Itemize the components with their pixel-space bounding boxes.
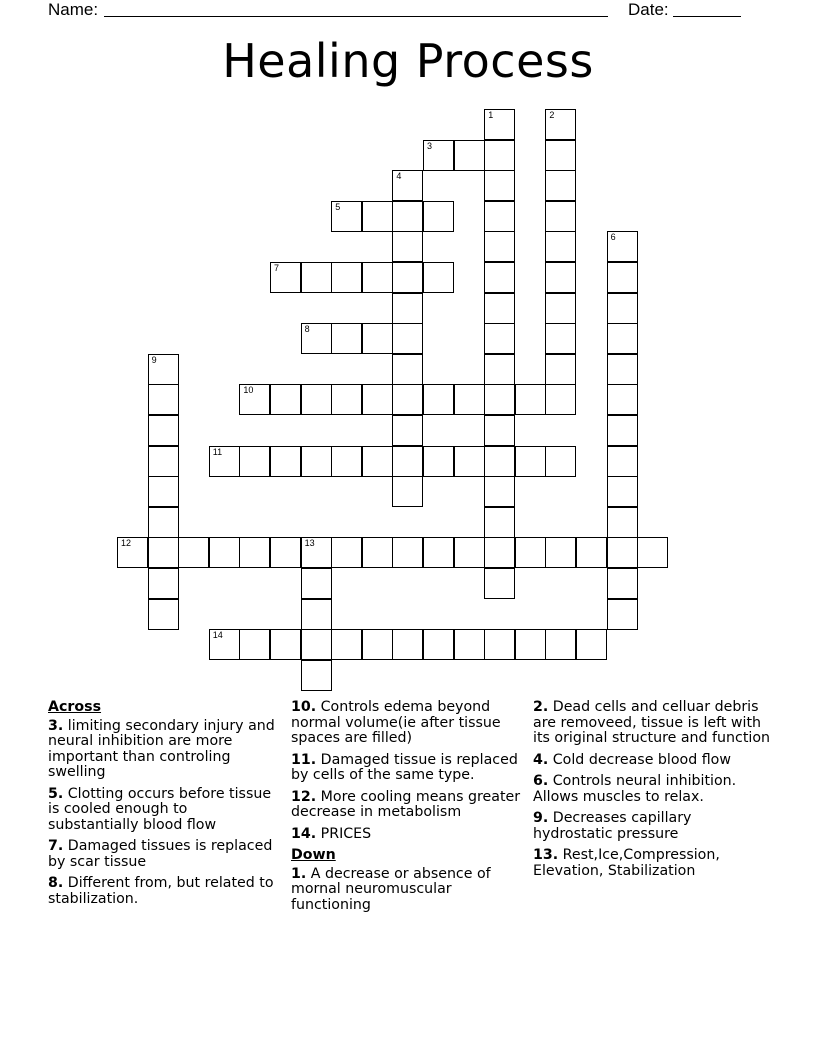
down-clue-13 [533, 848, 773, 879]
crossword-cell[interactable] [607, 568, 638, 599]
crossword-cell[interactable] [423, 384, 454, 415]
crossword-cell[interactable] [484, 140, 515, 171]
crossword-cell[interactable] [484, 109, 515, 140]
crossword-cell[interactable] [607, 323, 638, 354]
crossword-cell[interactable] [362, 446, 393, 477]
date-label: Date: [628, 0, 669, 19]
crossword-cell[interactable] [209, 537, 240, 568]
down-clue-6 [533, 774, 773, 805]
clue-text: Clotting occurs before tissue is cooled enough to substantially blood flow [48, 785, 272, 833]
clue-number: 5. [48, 785, 64, 802]
crossword-cell[interactable] [484, 262, 515, 293]
crossword-cell[interactable] [301, 568, 332, 599]
crossword-cell[interactable] [148, 415, 179, 446]
down-heading: Down [291, 847, 336, 863]
crossword-cell[interactable] [301, 537, 332, 568]
crossword-cell[interactable] [545, 629, 576, 660]
crossword-cell[interactable] [484, 476, 515, 507]
crossword-cell[interactable] [270, 537, 301, 568]
crossword-cell[interactable] [484, 354, 515, 385]
crossword-cell[interactable] [301, 660, 332, 691]
crossword-cell[interactable] [515, 537, 546, 568]
crossword-cell[interactable] [270, 384, 301, 415]
cell-number: 14 [212, 630, 223, 641]
crossword-cell[interactable] [484, 507, 515, 538]
clue-text: Controls neural inhibition. Allows muscles to relax. [533, 773, 737, 805]
clue-number: 3. [48, 717, 64, 734]
crossword-cell[interactable] [545, 231, 576, 262]
crossword-cell[interactable] [484, 170, 515, 201]
crossword-cell[interactable] [607, 599, 638, 630]
crossword-cell[interactable] [209, 446, 240, 477]
across-clue-14 [291, 827, 523, 843]
crossword-cell[interactable] [545, 446, 576, 477]
crossword-cell[interactable] [270, 446, 301, 477]
crossword-cell[interactable] [576, 629, 607, 660]
across-clue-5 [48, 787, 280, 834]
crossword-cell[interactable] [576, 537, 607, 568]
clue-text: Different from, but related to stabilization. [48, 875, 274, 907]
crossword-cell[interactable] [545, 354, 576, 385]
crossword-cell[interactable] [607, 476, 638, 507]
crossword-cell[interactable] [392, 231, 423, 262]
crossword-cell[interactable] [239, 629, 270, 660]
cell-number: 7 [274, 263, 280, 273]
crossword-cell[interactable] [239, 537, 270, 568]
clue-number: 11. [291, 751, 317, 768]
crossword-cell[interactable] [392, 323, 423, 354]
crossword-cell[interactable] [331, 629, 362, 660]
crossword-cell[interactable] [392, 415, 423, 446]
crossword-cell[interactable] [362, 262, 393, 293]
crossword-cell[interactable] [362, 537, 393, 568]
cell-number: 1 [488, 110, 494, 120]
crossword-cell[interactable] [484, 201, 515, 232]
crossword-cell[interactable] [484, 384, 515, 415]
crossword-cell[interactable] [148, 537, 179, 568]
crossword-cell[interactable] [545, 109, 576, 140]
crossword-cell[interactable] [423, 446, 454, 477]
clues-column-1 [48, 700, 280, 913]
crossword-cell[interactable] [454, 537, 485, 568]
crossword-cell[interactable] [545, 293, 576, 324]
cell-number: 12 [121, 538, 132, 549]
crossword-cell[interactable] [423, 537, 454, 568]
crossword-cell[interactable] [148, 446, 179, 477]
crossword-cell[interactable] [331, 201, 362, 232]
crossword-cell[interactable] [484, 629, 515, 660]
crossword-cell[interactable] [423, 201, 454, 232]
crossword-cell[interactable] [545, 262, 576, 293]
crossword-cell[interactable] [392, 293, 423, 324]
across-clue-7 [48, 839, 280, 870]
crossword-cell[interactable] [454, 140, 485, 171]
crossword-cell[interactable] [637, 537, 668, 568]
cell-number: 13 [304, 538, 315, 549]
across-clue-11 [291, 753, 523, 784]
crossword-cell[interactable] [178, 537, 209, 568]
crossword-cell[interactable] [392, 629, 423, 660]
crossword-cell[interactable] [392, 262, 423, 293]
crossword-cell[interactable] [607, 293, 638, 324]
crossword-cell[interactable] [301, 323, 332, 354]
crossword-cell[interactable] [331, 384, 362, 415]
crossword-cell[interactable] [454, 384, 485, 415]
cell-number: 6 [610, 232, 616, 243]
crossword-cell[interactable] [301, 262, 332, 293]
crossword-cell[interactable] [392, 537, 423, 568]
page-title: Healing Process [222, 34, 594, 88]
crossword-cell[interactable] [331, 446, 362, 477]
crossword-cell[interactable] [607, 446, 638, 477]
down-clue-9 [533, 811, 773, 842]
cell-number: 4 [396, 171, 402, 182]
crossword-cell[interactable] [607, 537, 638, 568]
clue-number: 1. [291, 865, 307, 882]
clue-text: Rest,Ice,Compression, Elevation, Stabilization [533, 847, 720, 879]
crossword-cell[interactable] [515, 446, 546, 477]
crossword-cell[interactable] [545, 201, 576, 232]
crossword-cell[interactable] [148, 568, 179, 599]
clue-number: 13. [533, 847, 559, 863]
crossword-cell[interactable] [423, 629, 454, 660]
crossword-cell[interactable] [545, 537, 576, 568]
crossword-cell[interactable] [117, 537, 148, 568]
across-clue-8 [48, 876, 280, 907]
crossword-cell[interactable] [484, 415, 515, 446]
crossword-cell[interactable] [209, 629, 240, 660]
crossword-cell[interactable] [484, 231, 515, 262]
clue-number: 2. [533, 699, 549, 715]
crossword-cell[interactable] [515, 384, 546, 415]
crossword-cell[interactable] [148, 507, 179, 538]
clue-text: PRICES [316, 825, 372, 842]
clue-number: 10. [291, 699, 317, 715]
cell-number: 3 [427, 140, 433, 151]
crossword-cell[interactable] [392, 170, 423, 201]
clue-text: Dead cells and celluar debris are removeed, tissue is left with its original structure and function [533, 699, 770, 746]
crossword-cell[interactable] [239, 446, 270, 477]
across-clue-3 [48, 719, 280, 781]
crossword-cell[interactable] [148, 476, 179, 507]
crossword-cell[interactable] [484, 568, 515, 599]
crossword-cell[interactable] [454, 446, 485, 477]
crossword-cell[interactable] [392, 384, 423, 415]
clue-number: 7. [48, 838, 64, 854]
crossword-cell[interactable] [362, 201, 393, 232]
crossword-cell[interactable] [331, 262, 362, 293]
crossword-cell[interactable] [331, 537, 362, 568]
crossword-cell[interactable] [607, 262, 638, 293]
across-clue-12 [291, 790, 523, 821]
clues-column-2 [291, 700, 523, 919]
crossword-cell[interactable] [301, 384, 332, 415]
crossword-cell[interactable] [392, 354, 423, 385]
crossword-cell[interactable] [301, 599, 332, 630]
crossword-cell[interactable] [301, 446, 332, 477]
cell-number: 5 [335, 201, 341, 212]
crossword-cell[interactable] [423, 262, 454, 293]
down-clue-4 [533, 753, 773, 769]
clue-text: Cold decrease blood flow [548, 751, 731, 768]
crossword-cell[interactable] [607, 384, 638, 415]
crossword-cell[interactable] [484, 446, 515, 477]
cell-number: 2 [549, 110, 555, 120]
crossword-cell[interactable] [392, 446, 423, 477]
clue-number: 14. [291, 825, 317, 842]
crossword-cell[interactable] [148, 599, 179, 630]
crossword-cell[interactable] [362, 323, 393, 354]
down-clue-1 [291, 867, 523, 914]
crossword-cell[interactable] [484, 537, 515, 568]
crossword-cell[interactable] [515, 629, 546, 660]
crossword-cell[interactable] [148, 384, 179, 415]
crossword-cell[interactable] [545, 384, 576, 415]
clue-number: 6. [533, 773, 549, 789]
clue-text: Decreases capillary hydrostatic pressure [533, 810, 692, 842]
clue-text: More cooling means greater decrease in metabolism [291, 788, 521, 820]
crossword-cell[interactable] [423, 140, 454, 171]
crossword-cell[interactable] [607, 507, 638, 538]
cell-number: 11 [212, 446, 223, 457]
clue-text: Controls edema beyond normal volume(ie after tissue spaces are filled) [291, 699, 501, 746]
crossword-cell[interactable] [270, 629, 301, 660]
cell-number: 9 [151, 354, 157, 365]
crossword-cell[interactable] [607, 231, 638, 262]
name-label: Name: [48, 0, 99, 19]
clues-column-3 [533, 700, 773, 885]
across-clue-10 [291, 700, 523, 747]
crossword-cell[interactable] [301, 629, 332, 660]
crossword-cell[interactable] [392, 201, 423, 232]
crossword-cell[interactable] [484, 323, 515, 354]
crossword-cell[interactable] [362, 629, 393, 660]
crossword-cell[interactable] [484, 293, 515, 324]
crossword-cell[interactable] [607, 415, 638, 446]
clue-number: 4. [533, 751, 549, 768]
clue-number: 12. [291, 788, 317, 805]
crossword-cell[interactable] [331, 323, 362, 354]
cell-number: 8 [304, 324, 310, 335]
clue-text: limiting secondary injury and neural inhibition are more important than controling swelling [48, 717, 275, 780]
crossword-cell[interactable] [454, 629, 485, 660]
crossword-cell[interactable] [362, 384, 393, 415]
crossword-cell[interactable] [148, 354, 179, 385]
clue-number: 8. [48, 875, 64, 891]
crossword-cell[interactable] [270, 262, 301, 293]
down-clue-2 [533, 700, 773, 747]
clue-number: 9. [533, 810, 549, 826]
crossword-cell[interactable] [545, 323, 576, 354]
clue-text: A decrease or absence of mornal neuromuscular functioning [291, 865, 491, 913]
cell-number: 10 [243, 385, 254, 396]
across-heading: Across [48, 699, 102, 715]
crossword-cell[interactable] [239, 384, 270, 415]
clue-text: Damaged tissue is replaced by cells of the same type. [291, 751, 518, 783]
crossword-cell[interactable] [545, 140, 576, 171]
crossword-cell[interactable] [392, 476, 423, 507]
crossword-cell[interactable] [607, 354, 638, 385]
crossword-cell[interactable] [545, 170, 576, 201]
clue-text: Damaged tissues is replaced by scar tissue [48, 838, 273, 870]
